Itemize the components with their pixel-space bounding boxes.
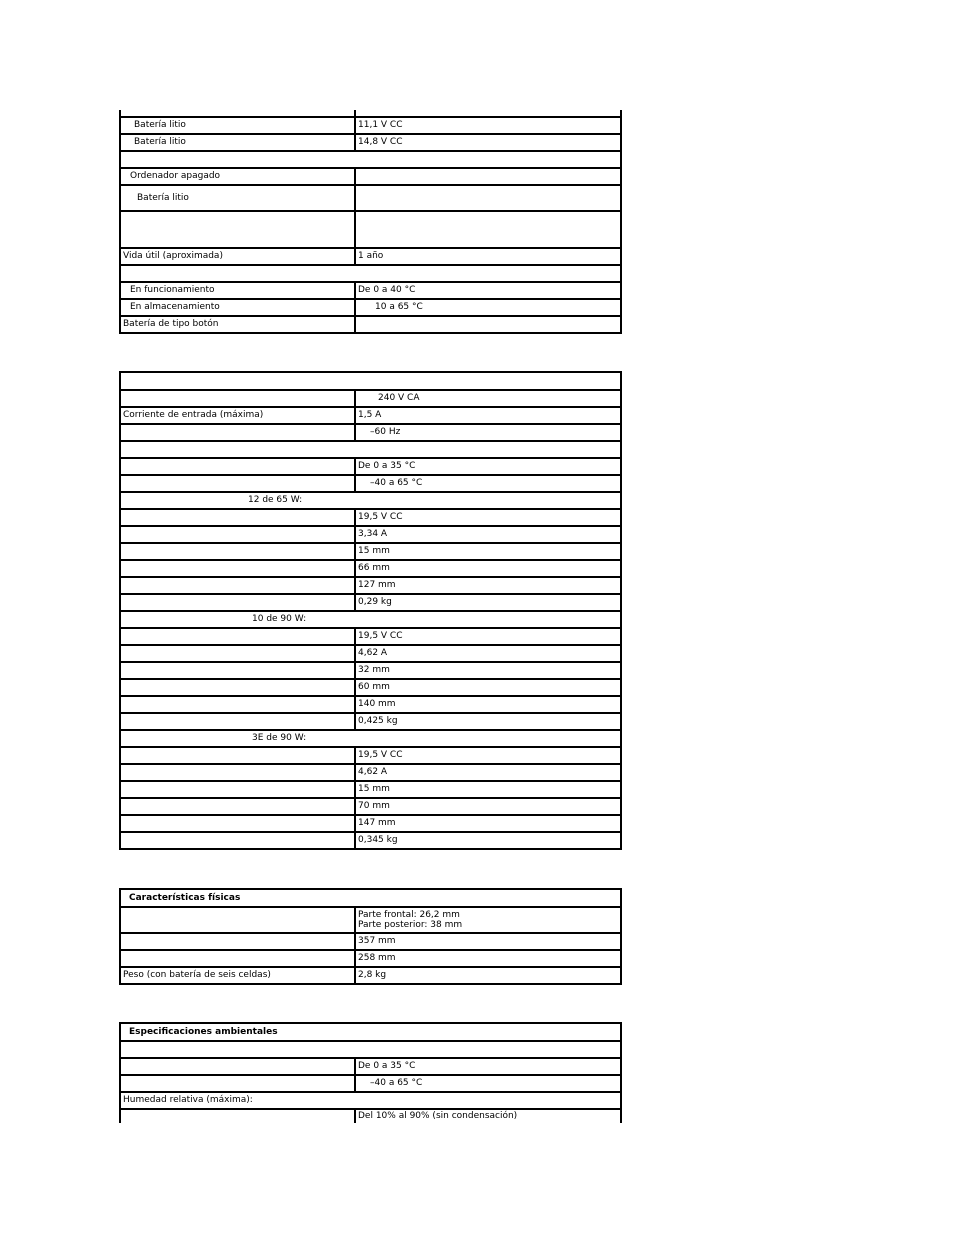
table-row — [120, 168, 621, 185]
table-row — [120, 543, 621, 560]
table-row — [120, 560, 621, 577]
section-row — [120, 151, 621, 168]
table-row — [120, 248, 621, 265]
row-label — [120, 679, 355, 696]
table-row — [120, 316, 621, 333]
table-row — [120, 933, 621, 950]
table-row — [120, 696, 621, 713]
row-label — [120, 950, 355, 967]
row-label — [120, 662, 355, 679]
row-label — [120, 832, 355, 849]
row-value: 66 mm — [355, 560, 621, 577]
row-label — [120, 764, 355, 781]
row-label — [120, 747, 355, 764]
row-label: Vida útil (aproximada) — [120, 248, 355, 265]
table-row — [120, 832, 621, 849]
row-label: Corriente de entrada (máxima) — [120, 407, 355, 424]
table-row — [120, 611, 621, 628]
row-label: En funcionamiento — [120, 282, 355, 299]
row-value: 15 mm — [355, 543, 621, 560]
row-value: 127 mm — [355, 577, 621, 594]
row-value: 14,8 V CC — [355, 134, 621, 151]
row-value: 32 mm — [355, 662, 621, 679]
row-value: 140 mm — [355, 696, 621, 713]
row-value: 3,34 A — [355, 526, 621, 543]
table-row — [120, 628, 621, 645]
table-row — [120, 950, 621, 967]
table-row — [120, 492, 621, 509]
section-row — [120, 372, 621, 390]
group-title: 3E de 90 W: — [120, 730, 621, 747]
row-label — [120, 907, 355, 933]
row-label — [120, 815, 355, 832]
adapter-spec-table — [119, 371, 622, 850]
row-label — [120, 798, 355, 815]
row-label: Ordenador apagado — [120, 168, 355, 185]
table-row — [120, 407, 621, 424]
row-label — [120, 645, 355, 662]
table-row — [120, 265, 621, 282]
table-title: Especificaciones ambientales — [120, 1023, 621, 1041]
row-value: 19,5 V CC — [355, 747, 621, 764]
row-value: –60 Hz — [355, 424, 621, 441]
height-front: Parte frontal: 26,2 mm — [358, 910, 460, 920]
row-label — [120, 475, 355, 492]
row-value — [355, 211, 621, 248]
row-value: 1 año — [355, 248, 621, 265]
row-label — [120, 526, 355, 543]
group-title: 10 de 90 W: — [120, 611, 621, 628]
row-value: De 0 a 40 °C — [355, 282, 621, 299]
row-label: Batería litio — [120, 185, 355, 211]
row-value: 0,29 kg — [355, 594, 621, 611]
row-value: 1,5 A — [355, 407, 621, 424]
table-cell — [120, 110, 355, 117]
row-value: Del 10% al 90% (sin condensación) — [355, 1109, 621, 1123]
row-value: 4,62 A — [355, 645, 621, 662]
table-row — [120, 117, 621, 134]
table-row — [120, 441, 621, 458]
row-label — [120, 577, 355, 594]
row-label — [120, 390, 355, 407]
row-value: 2,8 kg — [355, 967, 621, 984]
row-value: 19,5 V CC — [355, 509, 621, 526]
table-row — [120, 151, 621, 168]
row-value — [355, 316, 621, 333]
row-label — [120, 424, 355, 441]
table-row — [120, 1023, 621, 1041]
row-label — [120, 509, 355, 526]
table-row — [120, 764, 621, 781]
row-value: De 0 a 35 °C — [355, 1058, 621, 1075]
row-label — [120, 211, 355, 248]
row-label — [120, 594, 355, 611]
row-label — [120, 1075, 355, 1092]
section-row — [120, 265, 621, 282]
table-row — [120, 679, 621, 696]
table-row — [120, 372, 621, 390]
row-value: 70 mm — [355, 798, 621, 815]
table-row — [120, 390, 621, 407]
table-row — [120, 1041, 621, 1058]
table-row — [120, 907, 621, 933]
table-row — [120, 645, 621, 662]
row-label — [120, 781, 355, 798]
height-back: Parte posterior: 38 mm — [358, 920, 463, 930]
row-value: 15 mm — [355, 781, 621, 798]
table-row — [120, 967, 621, 984]
row-value: De 0 a 35 °C — [355, 458, 621, 475]
table-row — [120, 299, 621, 316]
table-row — [120, 1092, 621, 1109]
table-row — [120, 509, 621, 526]
table-row — [120, 526, 621, 543]
table-row — [120, 1058, 621, 1075]
row-label — [120, 560, 355, 577]
table-row — [120, 577, 621, 594]
battery-spec-table — [119, 110, 622, 334]
group-title: 12 de 65 W: — [120, 492, 621, 509]
row-value: 258 mm — [355, 950, 621, 967]
row-label: Batería litio — [120, 117, 355, 134]
row-value — [355, 168, 621, 185]
table-row — [120, 747, 621, 764]
row-value: 0,345 kg — [355, 832, 621, 849]
section-row — [120, 441, 621, 458]
row-value: 240 V CA — [355, 390, 621, 407]
table-row — [120, 424, 621, 441]
table-row — [120, 134, 621, 151]
row-value: 19,5 V CC — [355, 628, 621, 645]
row-label — [120, 458, 355, 475]
row-label — [120, 696, 355, 713]
table-row — [120, 730, 621, 747]
physical-spec-table — [119, 888, 622, 985]
row-label — [120, 933, 355, 950]
row-label: Humedad relativa (máxima): — [120, 1092, 621, 1109]
row-value — [355, 185, 621, 211]
row-label: Batería litio — [120, 134, 355, 151]
row-value: 60 mm — [355, 679, 621, 696]
table-row — [120, 815, 621, 832]
table-row — [120, 282, 621, 299]
row-value: 147 mm — [355, 815, 621, 832]
row-value: 357 mm — [355, 933, 621, 950]
row-value — [355, 907, 621, 933]
table-title: Características físicas — [120, 889, 621, 907]
section-row — [120, 1041, 621, 1058]
table-row — [120, 1109, 621, 1123]
table-row — [120, 475, 621, 492]
table-row — [120, 662, 621, 679]
row-label — [120, 628, 355, 645]
environment-spec-table — [119, 1022, 622, 1123]
row-label — [120, 543, 355, 560]
table-row — [120, 798, 621, 815]
table-row — [120, 781, 621, 798]
table-row — [120, 458, 621, 475]
table-cell — [355, 110, 621, 117]
row-value: 10 a 65 °C — [355, 299, 621, 316]
table-row — [120, 889, 621, 907]
row-value: 0,425 kg — [355, 713, 621, 730]
table-row — [120, 211, 621, 248]
row-label: En almacenamiento — [120, 299, 355, 316]
table-row — [120, 594, 621, 611]
table-row — [120, 1075, 621, 1092]
row-label: Peso (con batería de seis celdas) — [120, 967, 355, 984]
row-value: 4,62 A — [355, 764, 621, 781]
row-value: 11,1 V CC — [355, 117, 621, 134]
row-label — [120, 713, 355, 730]
table-row — [120, 713, 621, 730]
table-row — [120, 185, 621, 211]
row-label — [120, 1058, 355, 1075]
row-label: Batería de tipo botón — [120, 316, 355, 333]
row-value: –40 a 65 °C — [355, 1075, 621, 1092]
row-value: –40 a 65 °C — [355, 475, 621, 492]
row-label — [120, 1109, 355, 1123]
